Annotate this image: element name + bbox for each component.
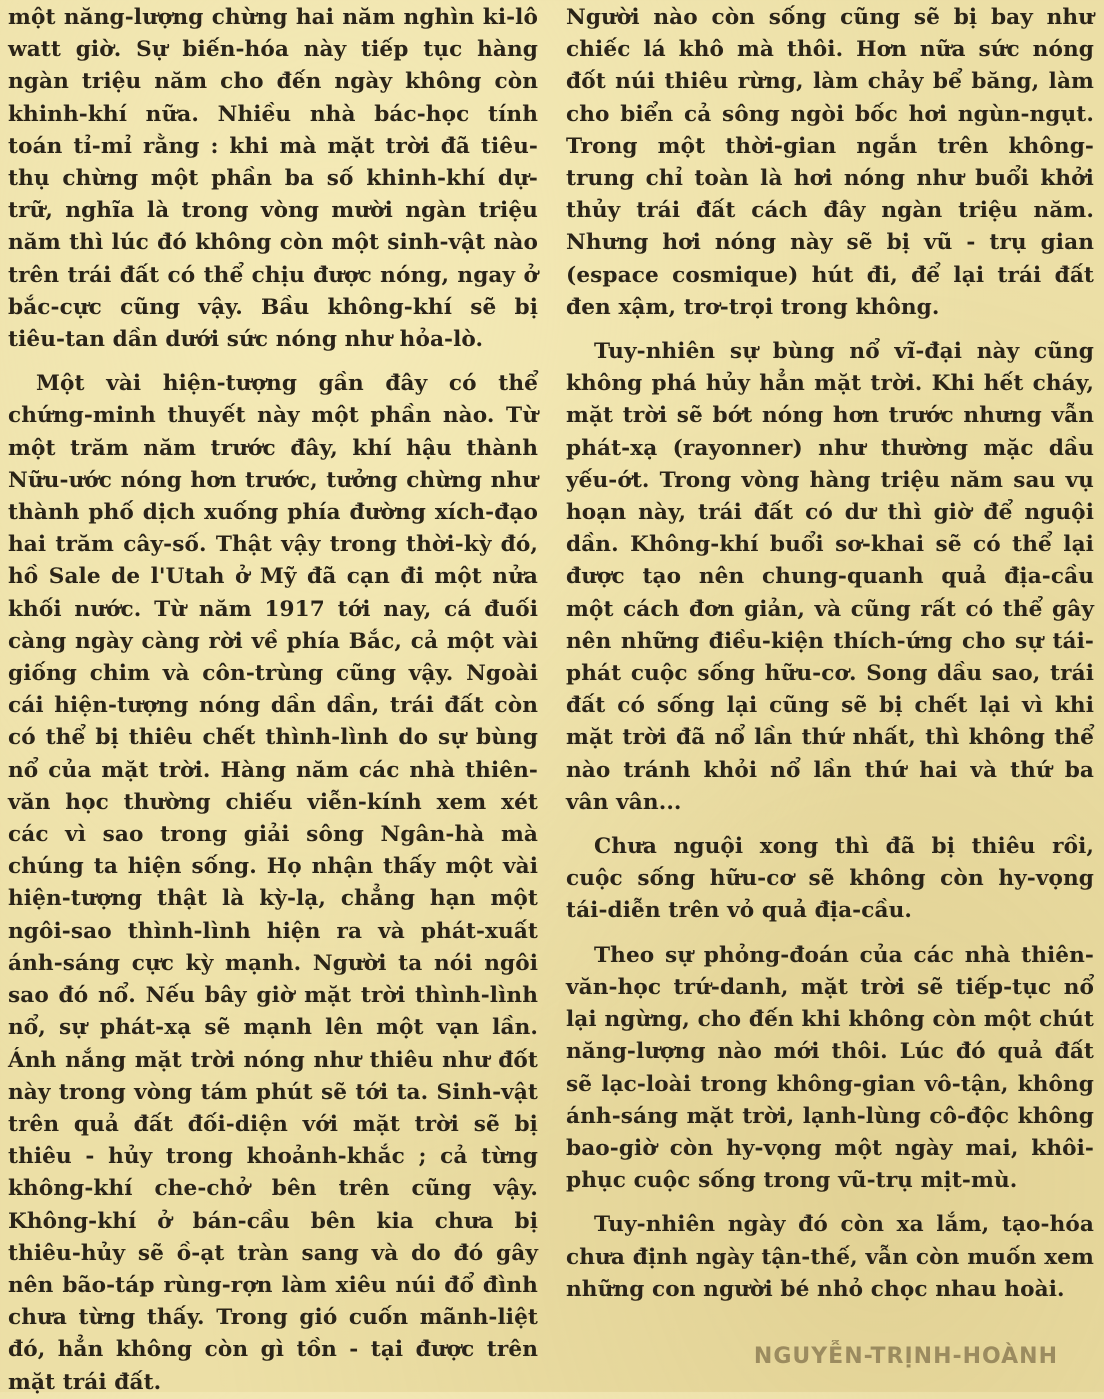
paragraph: Người nào còn sống cũng sẽ bị bay như chiếc lá khô mà thôi. Hơn nữa sức nóng đốt núi thiêu rừng, làm chảy bể băng, làm cho biển cả sông ngòi bốc hơi ngùn-ngụt. Trong một thời-gian ngắn trên không-trung chỉ toàn là hơi nóng như buổi khởi thủy trái đất cách đây ngàn triệu năm. Nhưng hơi nóng này sẽ bị vũ - trụ gian (espace cosmique) hút đi, để lại trái đất đen xậm, trơ-trọi trong không. [566,5,1094,320]
paragraph: một năng-lượng chừng hai năm nghìn ki-lô watt giờ. Sự biến-hóa này tiếp tục hàng ngàn triệu năm cho đến ngày không còn khinh-khí nữa. Nhiều nhà bác-học tính toán tỉ-mỉ rằng : khi mà mặt trời đã tiêu-thụ chừng một phần ba số khinh-khí dự-trữ, nghĩa là trong vòng mười ngàn triệu năm thì lúc đó không còn một sinh-vật nào trên trái đất có thể chịu được nóng, ngay ở bắc-cực cũng vậy. Bầu không-khí sẽ bị tiêu-tan dần dưới sức nóng như hỏa-lò. [8,5,538,353]
paragraph: Một vài hiện-tượng gần đây có thể chứng-minh thuyết này một phần nào. Từ một trăm năm trước đây, khí hậu thành Nữu-ước nóng hơn trước, tưởng chừng như thành phố dịch xuống phía đường xích-đạo hai trăm cây-số. Thật vậy trong thời-kỳ đó, hồ Sale de l'Utah ở Mỹ đã cạn đi một nửa khối nước. Từ năm 1917 tới nay, cá đuối càng ngày càng rời về phía Bắc, cả một vài giống chim và côn-trùng cũng vậy. Ngoài cái hiện-tượng nóng dần dần, trái đất còn có thể bị thiêu chết thình-lình do sự bùng nổ của mặt trời. Hàng năm các nhà thiên-văn học thường chiếu viễn-kính xem xét các vì sao trong giải sông Ngân-hà mà chúng ta hiện sống. Họ nhận thấy một vài hiện-tượng thật là kỳ-lạ, chẳng hạn một ngôi-sao thình-lình hiện ra và phát-xuất ánh-sáng cực kỳ mạnh. Người ta nói ngôi sao đó nổ. Nếu bây giờ mặt trời thình-lình nổ, sự phát-xạ sẽ mạnh lên một vạn lần. Ánh nắng mặt trời nóng như thiêu như đốt này trong vòng tám phút sẽ tới ta. Sinh-vật trên quả đất đối-diện với mặt trời sẽ bị thiêu - hủy trong khoảnh-khắc ; cả từng không-khí che-chở bên trên cũng vậy. Không-khí ở bán-cầu bên kia chưa bị thiêu-hủy sẽ ồ-ạt tràn sang và do đó gây nên bão-táp rùng-rợn làm xiêu núi đổ đình chưa từng thấy. Trong gió cuốn mãnh-liệt đó, hẳn không còn gì tồn - tại được trên mặt trái đất. [8,371,538,1395]
paragraph: Tuy-nhiên sự bùng nổ vĩ-đại này cũng không phá hủy hẳn mặt trời. Khi hết cháy, mặt trời sẽ bớt nóng hơn trước nhưng vẫn phát-xạ (rayonner) như thường mặc dầu yếu-ớt. Trong vòng hàng triệu năm sau vụ hoạn này, trái đất có dư thì giờ để nguội dần. Không-khí buổi sơ-khai sẽ có thể lại được tạo nên chung-quanh quả địa-cầu một cách đơn giản, và cũng rất có thể gây nên những điều-kiện thích-ứng cho sự tái-phát cuộc sống hữu-cơ. Song dầu sao, trái đất có sống lại cũng sẽ bị chết lại vì khi mặt trời đã nổ lần thứ nhất, thì không thể nào tránh khỏi nổ lần thứ hai và thứ ba vân vân... [566,339,1094,815]
paragraph: Theo sự phỏng-đoán của các nhà thiên-văn-học trứ-danh, mặt trời sẽ tiếp-tục nổ lại ngừng, cho đến khi không còn một chút năng-lượng nào mới thôi. Lúc đó quả đất sẽ lạc-loài trong không-gian vô-tận, không ánh-sáng mặt trời, lạnh-lùng cô-độc không bao-giờ còn hy-vọng một ngày mai, khôi-phục cuộc sống trong vũ-trụ mịt-mù. [566,942,1094,1194]
left-column [8,0,538,1399]
author-byline: NGUYỄN-TRỊNH-HOÀNH [753,1344,1058,1369]
right-column [566,0,1094,1306]
paragraph: Chưa nguội xong thì đã bị thiêu rồi, cuộc sống hữu-cơ sẽ không còn hy-vọng tái-diễn trên vỏ quả địa-cầu. [566,834,1094,924]
paragraph: Tuy-nhiên ngày đó còn xa lắm, tạo-hóa chưa định ngày tận-thế, vẫn còn muốn xem những con người bé nhỏ chọc nhau hoài. [566,1212,1094,1302]
